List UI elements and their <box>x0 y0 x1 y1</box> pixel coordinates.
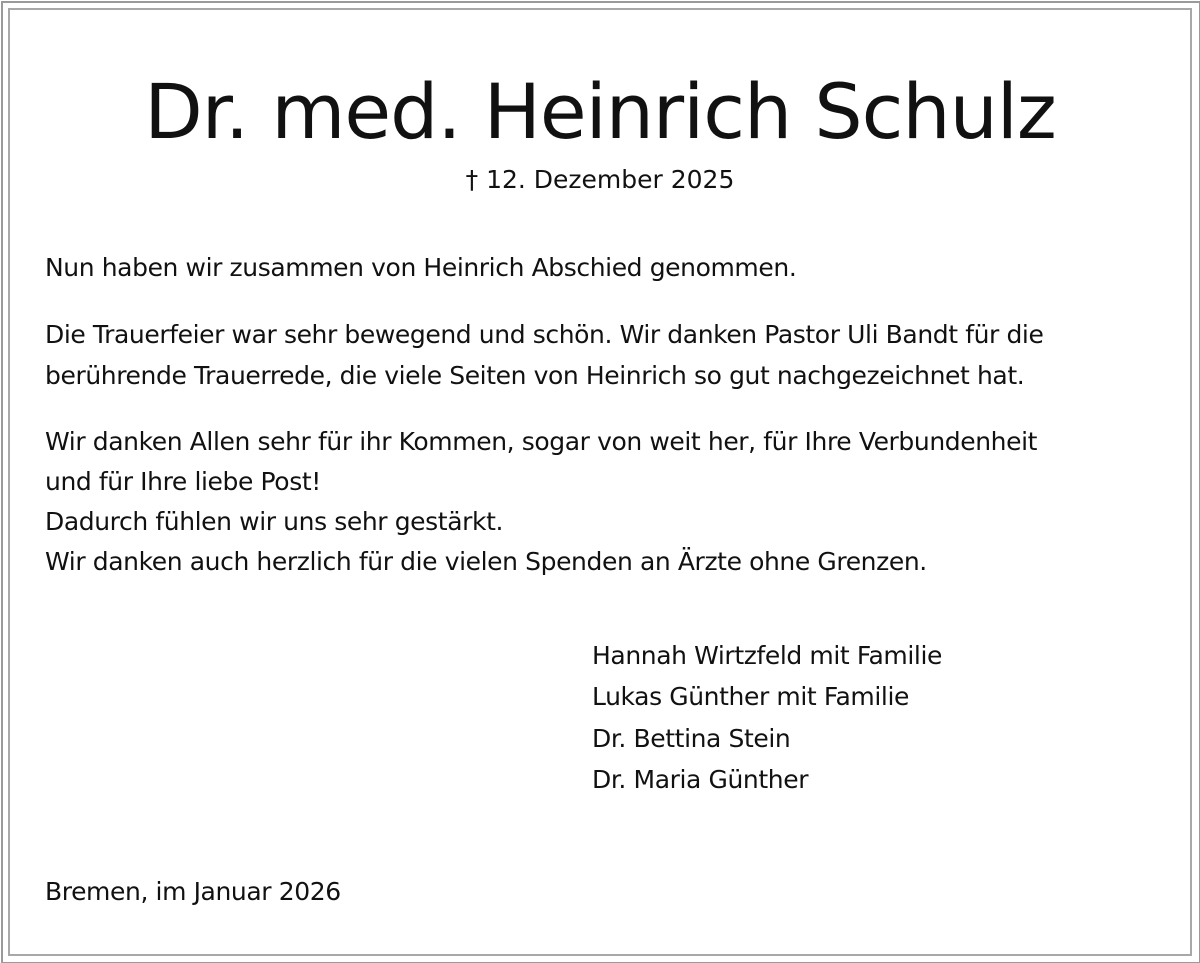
paragraph-3-line-1: Wir danken Allen sehr für ihr Kommen, sogar von weit her, für Ihre Verbundenheit <box>45 427 1038 456</box>
paragraph-3-line-3: Dadurch fühlen wir uns sehr gestärkt. <box>45 507 504 536</box>
signer-4: Dr. Maria Günther <box>592 765 809 794</box>
paragraph-3-line-2: und für Ihre liebe Post! <box>45 467 321 496</box>
signer-1: Hannah Wirtzfeld mit Familie <box>592 641 943 670</box>
paragraph-3-line-4: Wir danken auch herzlich für die vielen Spenden an Ärzte ohne Grenzen. <box>45 547 927 576</box>
signer-3: Dr. Bettina Stein <box>592 724 791 753</box>
paragraph-2-line-2: berührende Trauerrede, die viele Seiten von Heinrich so gut nachgezeichnet hat. <box>45 361 1025 390</box>
signer-2: Lukas Günther mit Familie <box>592 682 910 711</box>
paragraph-2-line-1: Die Trauerfeier war sehr bewegend und schön. Wir danken Pastor Uli Bandt für die <box>45 320 1044 349</box>
paragraph-1-line-1: Nun haben wir zusammen von Heinrich Abschied genommen. <box>45 253 797 282</box>
death-date: † 12. Dezember 2025 <box>465 165 735 194</box>
deceased-name: Dr. med. Heinrich Schulz <box>144 67 1056 156</box>
place-and-date: Bremen, im Januar 2026 <box>45 877 341 906</box>
